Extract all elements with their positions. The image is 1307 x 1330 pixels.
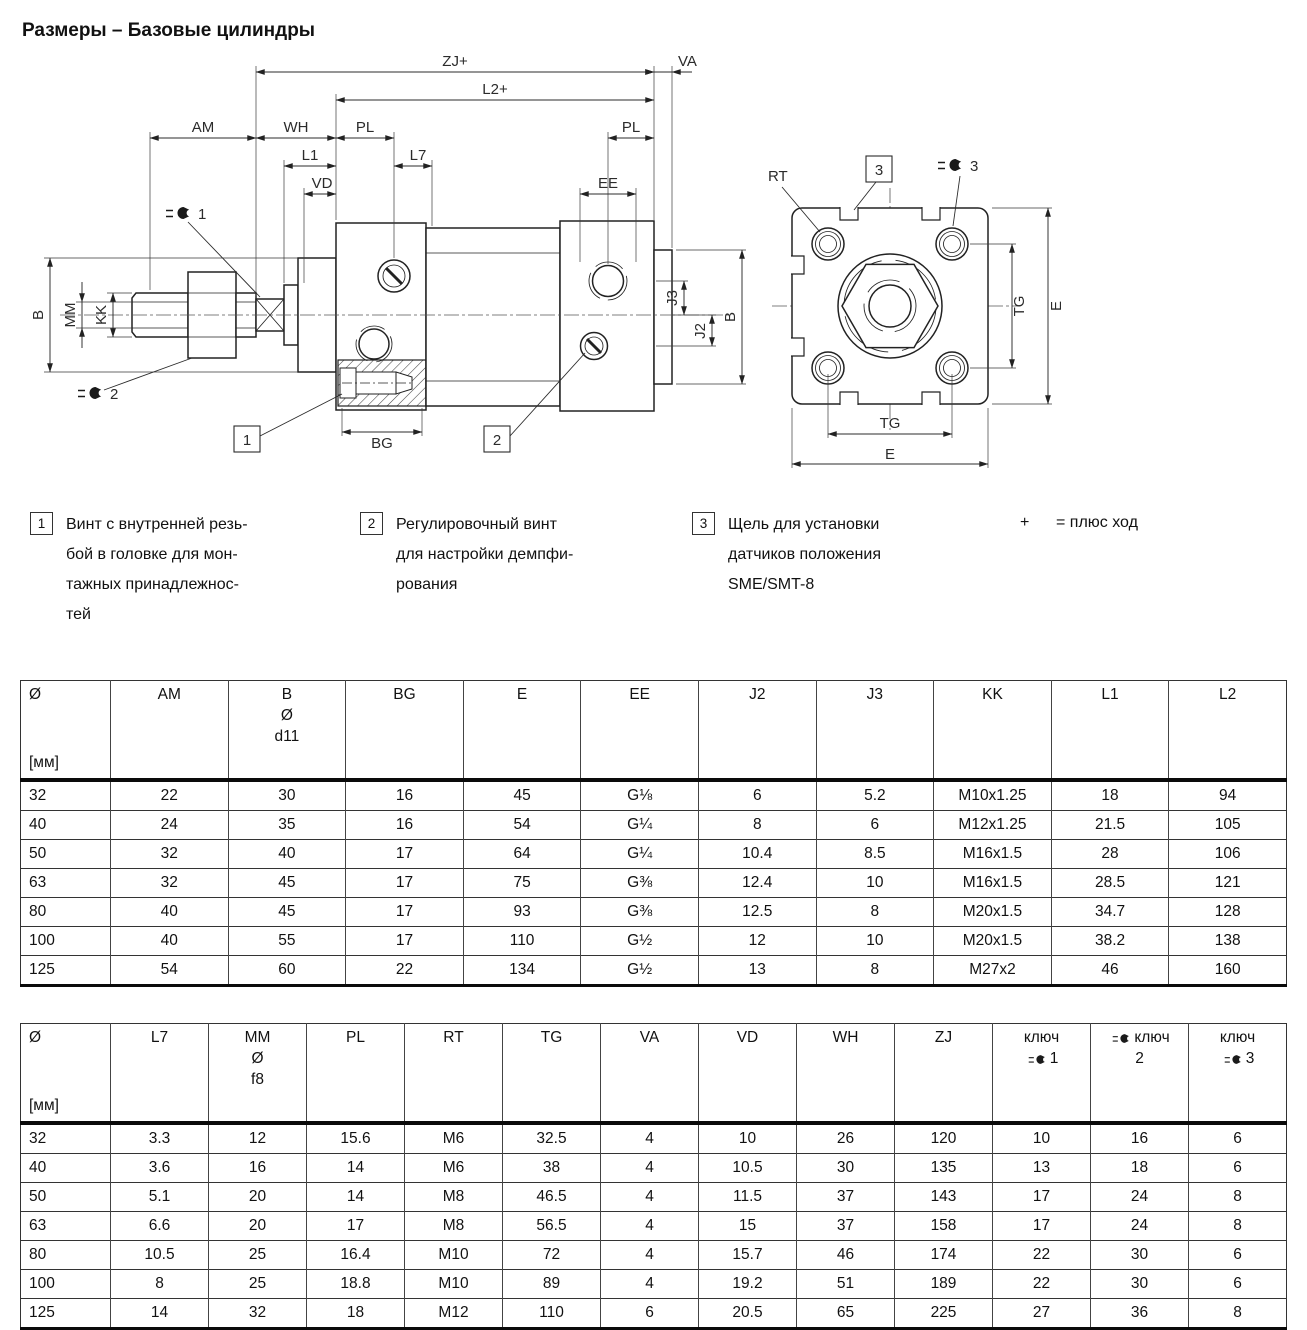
table-row bbox=[21, 1212, 1287, 1241]
table-cell: M16x1.5 bbox=[934, 840, 1052, 869]
column-header: L2 bbox=[1169, 681, 1287, 781]
table-cell: M12 bbox=[405, 1299, 503, 1329]
table-cell: 72 bbox=[503, 1241, 601, 1270]
table-cell: 12.5 bbox=[698, 898, 816, 927]
callout-number-2: 2 bbox=[492, 432, 502, 449]
table-cell: 63 bbox=[21, 1212, 111, 1241]
footnote-1 bbox=[30, 510, 248, 630]
column-header: AM bbox=[111, 681, 229, 781]
footnote-text: Винт с внутренней резь- бой в головке для мон- тажных принадлежнос- тей bbox=[66, 516, 248, 623]
table-row bbox=[21, 1183, 1287, 1212]
table-cell: 5.2 bbox=[816, 780, 934, 811]
dim-label-j3: J3 bbox=[664, 290, 681, 306]
table-cell: 10.4 bbox=[698, 840, 816, 869]
dim-label-am: AM bbox=[191, 119, 215, 136]
table-cell: 24 bbox=[111, 811, 229, 840]
footnotes-row bbox=[20, 510, 1287, 662]
dim-label-tg-right: TG bbox=[1011, 295, 1028, 317]
column-header: J3 bbox=[816, 681, 934, 781]
table-cell: 10 bbox=[816, 869, 934, 898]
column-header: J2 bbox=[698, 681, 816, 781]
table-cell: 63 bbox=[21, 869, 111, 898]
table-row bbox=[21, 1123, 1287, 1154]
footnote-marker: 3 bbox=[692, 512, 715, 535]
sensor-slot bbox=[840, 392, 858, 405]
footnote-3 bbox=[692, 510, 881, 600]
table-cell: 16.4 bbox=[307, 1241, 405, 1270]
table-row bbox=[21, 1270, 1287, 1299]
footnote-text: Регулировочный винт для настройки демпфи- рования bbox=[396, 516, 574, 593]
table-cell: 25 bbox=[209, 1270, 307, 1299]
table-cell: 14 bbox=[307, 1183, 405, 1212]
table-cell: M27x2 bbox=[934, 956, 1052, 986]
table-cell: 40 bbox=[228, 840, 346, 869]
technical-drawing bbox=[20, 50, 1287, 500]
table-cell: 100 bbox=[21, 927, 111, 956]
table-cell: G⅛ bbox=[581, 780, 699, 811]
dim-label-va: VA bbox=[678, 53, 697, 70]
rear-port-hole bbox=[593, 266, 624, 297]
table-cell: 6 bbox=[816, 811, 934, 840]
table-cell: M16x1.5 bbox=[934, 869, 1052, 898]
table-cell: 138 bbox=[1169, 927, 1287, 956]
dimensions-table-1-wrap bbox=[20, 680, 1287, 987]
table-cell: 105 bbox=[1169, 811, 1287, 840]
table-row bbox=[21, 927, 1287, 956]
table-row bbox=[21, 840, 1287, 869]
dim-label-e-right: E bbox=[1048, 300, 1065, 312]
column-header: Ø [мм] bbox=[21, 681, 111, 781]
table-cell: 38 bbox=[503, 1154, 601, 1183]
plus-note-text: = плюс ход bbox=[1056, 514, 1138, 531]
column-header: VD bbox=[699, 1024, 797, 1124]
table-cell: 80 bbox=[21, 1241, 111, 1270]
column-header: MM Ø f8 bbox=[209, 1024, 307, 1124]
column-header: VA bbox=[601, 1024, 699, 1124]
table-cell: 22 bbox=[993, 1270, 1091, 1299]
table-cell: 22 bbox=[993, 1241, 1091, 1270]
table-cell: 18.8 bbox=[307, 1270, 405, 1299]
column-header: B Ø d11 bbox=[228, 681, 346, 781]
table-cell: 106 bbox=[1169, 840, 1287, 869]
table-cell: 4 bbox=[601, 1123, 699, 1154]
table-cell: 22 bbox=[111, 780, 229, 811]
table-cell: G⅜ bbox=[581, 869, 699, 898]
table-cell: 110 bbox=[463, 927, 581, 956]
column-header: TG bbox=[503, 1024, 601, 1124]
wrench-callout-1: 1 bbox=[198, 206, 207, 223]
table-row bbox=[21, 1299, 1287, 1329]
table-cell: 65 bbox=[797, 1299, 895, 1329]
sensor-slot bbox=[922, 392, 940, 405]
table-cell: 134 bbox=[463, 956, 581, 986]
table-cell: 37 bbox=[797, 1183, 895, 1212]
column-header: KK bbox=[934, 681, 1052, 781]
table-cell: 32 bbox=[209, 1299, 307, 1329]
table-cell: 17 bbox=[346, 869, 464, 898]
table-cell: 18 bbox=[1051, 780, 1169, 811]
footnote-marker: 1 bbox=[30, 512, 53, 535]
table-cell: 125 bbox=[21, 1299, 111, 1329]
table-cell: 158 bbox=[895, 1212, 993, 1241]
table-cell: 89 bbox=[503, 1270, 601, 1299]
table-cell: 75 bbox=[463, 869, 581, 898]
table-cell: 24 bbox=[1091, 1183, 1189, 1212]
table-cell: 8 bbox=[1189, 1299, 1287, 1329]
table-cell: M8 bbox=[405, 1183, 503, 1212]
table-cell: 121 bbox=[1169, 869, 1287, 898]
footnote-text: Щель для установки датчиков положения SME/SMT-8 bbox=[728, 516, 881, 593]
table-cell: 17 bbox=[307, 1212, 405, 1241]
column-header: RT bbox=[405, 1024, 503, 1124]
table-cell: 40 bbox=[21, 1154, 111, 1183]
table-cell: G¼ bbox=[581, 840, 699, 869]
sensor-slot bbox=[922, 207, 940, 220]
table-cell: 30 bbox=[797, 1154, 895, 1183]
table-row bbox=[21, 898, 1287, 927]
column-header: EE bbox=[581, 681, 699, 781]
wrench-icon bbox=[1112, 1033, 1131, 1044]
table-cell: 16 bbox=[209, 1154, 307, 1183]
table-cell: 45 bbox=[228, 869, 346, 898]
sensor-slot bbox=[791, 256, 804, 274]
table-cell: 143 bbox=[895, 1183, 993, 1212]
column-header: E bbox=[463, 681, 581, 781]
table-cell: 10.5 bbox=[111, 1241, 209, 1270]
table-cell: 45 bbox=[228, 898, 346, 927]
table-cell: 80 bbox=[21, 898, 111, 927]
column-header: ключ 1 bbox=[993, 1024, 1091, 1124]
table-cell: 12 bbox=[698, 927, 816, 956]
table-cell: 4 bbox=[601, 1241, 699, 1270]
table-row bbox=[21, 956, 1287, 986]
table-cell: 189 bbox=[895, 1270, 993, 1299]
table-cell: 225 bbox=[895, 1299, 993, 1329]
table-cell: 18 bbox=[1091, 1154, 1189, 1183]
piston-rod bbox=[869, 285, 911, 327]
table-cell: 12.4 bbox=[698, 869, 816, 898]
table-cell: 100 bbox=[21, 1270, 111, 1299]
table-cell: 26 bbox=[797, 1123, 895, 1154]
callout-number-3: 3 bbox=[874, 162, 884, 179]
table-cell: 60 bbox=[228, 956, 346, 986]
column-header: PL bbox=[307, 1024, 405, 1124]
table-cell: 15.6 bbox=[307, 1123, 405, 1154]
wrench-icon bbox=[166, 207, 189, 219]
table-cell: 21.5 bbox=[1051, 811, 1169, 840]
dim-label-b-left: B bbox=[30, 309, 47, 321]
front-port-hole bbox=[359, 329, 389, 359]
table-cell: 15.7 bbox=[699, 1241, 797, 1270]
table-cell: 13 bbox=[993, 1154, 1091, 1183]
table-cell: 10 bbox=[699, 1123, 797, 1154]
table-cell: 46.5 bbox=[503, 1183, 601, 1212]
table-cell: 6 bbox=[601, 1299, 699, 1329]
dim-label-bg: BG bbox=[371, 435, 393, 452]
table-cell: 25 bbox=[209, 1241, 307, 1270]
table-cell: 10.5 bbox=[699, 1154, 797, 1183]
table-cell: 135 bbox=[895, 1154, 993, 1183]
table-cell: 3.6 bbox=[111, 1154, 209, 1183]
table-cell: 22 bbox=[346, 956, 464, 986]
mounting-thread-section bbox=[338, 360, 426, 406]
table-cell: 8.5 bbox=[816, 840, 934, 869]
table-cell: 6 bbox=[1189, 1154, 1287, 1183]
table-cell: 174 bbox=[895, 1241, 993, 1270]
table-cell: 8 bbox=[111, 1270, 209, 1299]
footnote-2 bbox=[360, 510, 573, 600]
table-cell: 6.6 bbox=[111, 1212, 209, 1241]
column-header: L1 bbox=[1051, 681, 1169, 781]
table-cell: 10 bbox=[816, 927, 934, 956]
table-cell: 5.1 bbox=[111, 1183, 209, 1212]
table-cell: M6 bbox=[405, 1154, 503, 1183]
table-cell: 17 bbox=[346, 927, 464, 956]
table-cell: 6 bbox=[1189, 1241, 1287, 1270]
table-cell: 50 bbox=[21, 840, 111, 869]
table-cell: 18 bbox=[307, 1299, 405, 1329]
table-cell: 24 bbox=[1091, 1212, 1189, 1241]
header-row bbox=[21, 1024, 1287, 1124]
table-cell: 120 bbox=[895, 1123, 993, 1154]
table-cell: 28.5 bbox=[1051, 869, 1169, 898]
table-cell: 4 bbox=[601, 1183, 699, 1212]
table-row bbox=[21, 780, 1287, 811]
table-cell: G½ bbox=[581, 956, 699, 986]
dim-label-wh: WH bbox=[283, 119, 309, 136]
table-row bbox=[21, 1154, 1287, 1183]
table-cell: 11.5 bbox=[699, 1183, 797, 1212]
column-header: Ø [мм] bbox=[21, 1024, 111, 1124]
table-cell: 38.2 bbox=[1051, 927, 1169, 956]
dimensions-table-2-wrap bbox=[20, 1023, 1287, 1330]
table-cell: 20.5 bbox=[699, 1299, 797, 1329]
table-cell: 4 bbox=[601, 1212, 699, 1241]
table-cell: 16 bbox=[346, 780, 464, 811]
table-cell: 30 bbox=[228, 780, 346, 811]
table-cell: 15 bbox=[699, 1212, 797, 1241]
dim-label-l1: L1 bbox=[301, 147, 319, 164]
table-cell: 6 bbox=[698, 780, 816, 811]
table-cell: 32 bbox=[21, 780, 111, 811]
column-header: L7 bbox=[111, 1024, 209, 1124]
table-cell: 64 bbox=[463, 840, 581, 869]
table-cell: 8 bbox=[816, 956, 934, 986]
wrench-callout-3: 3 bbox=[970, 158, 979, 175]
table-cell: 8 bbox=[816, 898, 934, 927]
table-cell: 4 bbox=[601, 1154, 699, 1183]
table-cell: 16 bbox=[346, 811, 464, 840]
table-cell: 30 bbox=[1091, 1270, 1189, 1299]
column-header: ключ 2 bbox=[1091, 1024, 1189, 1124]
table-cell: M10 bbox=[405, 1270, 503, 1299]
table-row bbox=[21, 1241, 1287, 1270]
table-cell: 35 bbox=[228, 811, 346, 840]
table-cell: 20 bbox=[209, 1212, 307, 1241]
table-cell: 125 bbox=[21, 956, 111, 986]
table-cell: 30 bbox=[1091, 1241, 1189, 1270]
dim-label-l2: L2+ bbox=[482, 81, 508, 98]
dim-label-e-bottom: E bbox=[884, 446, 896, 463]
table-cell: 46 bbox=[1051, 956, 1169, 986]
table-cell: 94 bbox=[1169, 780, 1287, 811]
table-cell: 32 bbox=[21, 1123, 111, 1154]
table-cell: 17 bbox=[346, 898, 464, 927]
column-header: BG bbox=[346, 681, 464, 781]
table-cell: 36 bbox=[1091, 1299, 1189, 1329]
cylinder-side-view bbox=[30, 53, 746, 452]
table-cell: 13 bbox=[698, 956, 816, 986]
table-cell: 54 bbox=[111, 956, 229, 986]
table-cell: M8 bbox=[405, 1212, 503, 1241]
table-row bbox=[21, 811, 1287, 840]
wrench-icon bbox=[1028, 1054, 1047, 1065]
table-cell: 50 bbox=[21, 1183, 111, 1212]
table-cell: M10 bbox=[405, 1241, 503, 1270]
table-cell: 4 bbox=[601, 1270, 699, 1299]
sensor-slot bbox=[791, 338, 804, 356]
table-cell: M20x1.5 bbox=[934, 898, 1052, 927]
table-cell: 3.3 bbox=[111, 1123, 209, 1154]
dimensions-table-2 bbox=[20, 1023, 1287, 1330]
table-cell: M20x1.5 bbox=[934, 927, 1052, 956]
wrench-icon bbox=[938, 159, 961, 171]
table-cell: 20 bbox=[209, 1183, 307, 1212]
table-cell: 17 bbox=[993, 1212, 1091, 1241]
table-cell: 12 bbox=[209, 1123, 307, 1154]
dim-label-b-right: B bbox=[722, 311, 739, 323]
table-cell: 110 bbox=[503, 1299, 601, 1329]
table-cell: 16 bbox=[1091, 1123, 1189, 1154]
table-cell: 45 bbox=[463, 780, 581, 811]
table-cell: 14 bbox=[111, 1299, 209, 1329]
table-cell: 46 bbox=[797, 1241, 895, 1270]
plus-stroke-note bbox=[1020, 510, 1138, 536]
table-cell: 32 bbox=[111, 869, 229, 898]
table-cell: 6 bbox=[1189, 1270, 1287, 1299]
dim-label-tg-bottom: TG bbox=[879, 415, 901, 432]
plus-symbol: + bbox=[1020, 514, 1030, 531]
table-cell: 51 bbox=[797, 1270, 895, 1299]
table-row bbox=[21, 869, 1287, 898]
table-cell: 56.5 bbox=[503, 1212, 601, 1241]
dim-label-kk: KK bbox=[93, 304, 110, 326]
table-cell: 93 bbox=[463, 898, 581, 927]
table-cell: 14 bbox=[307, 1154, 405, 1183]
table-cell: 40 bbox=[111, 898, 229, 927]
wrench-callout-2: 2 bbox=[110, 386, 119, 403]
table-cell: 54 bbox=[463, 811, 581, 840]
table-cell: 40 bbox=[21, 811, 111, 840]
column-header: ключ 3 bbox=[1189, 1024, 1287, 1124]
table-cell: G½ bbox=[581, 927, 699, 956]
table-cell: G¼ bbox=[581, 811, 699, 840]
table-cell: 32.5 bbox=[503, 1123, 601, 1154]
column-header: WH bbox=[797, 1024, 895, 1124]
dim-label-j2: J2 bbox=[692, 323, 709, 339]
table-cell: 37 bbox=[797, 1212, 895, 1241]
table-cell: 19.2 bbox=[699, 1270, 797, 1299]
table-cell: 28 bbox=[1051, 840, 1169, 869]
table-cell: 17 bbox=[346, 840, 464, 869]
table-cell: M12x1.25 bbox=[934, 811, 1052, 840]
column-header: ZJ bbox=[895, 1024, 993, 1124]
table-cell: 27 bbox=[993, 1299, 1091, 1329]
table-cell: 32 bbox=[111, 840, 229, 869]
table-cell: G⅜ bbox=[581, 898, 699, 927]
table-cell: 17 bbox=[993, 1183, 1091, 1212]
dim-label-pl-right: PL bbox=[621, 119, 641, 136]
page-title: Размеры – Базовые цилиндры bbox=[22, 20, 316, 41]
dim-label-pl-left: PL bbox=[355, 119, 375, 136]
dim-label-l7: L7 bbox=[409, 147, 427, 164]
dim-label-vd: VD bbox=[311, 175, 333, 192]
cylinder-end-view bbox=[768, 156, 1065, 468]
table-cell: 6 bbox=[1189, 1123, 1287, 1154]
table-cell: M6 bbox=[405, 1123, 503, 1154]
table-cell: 128 bbox=[1169, 898, 1287, 927]
table-cell: 8 bbox=[698, 811, 816, 840]
footnote-marker: 2 bbox=[360, 512, 383, 535]
table-cell: 8 bbox=[1189, 1183, 1287, 1212]
dim-label-ee: EE bbox=[597, 175, 619, 192]
wrench-icon bbox=[1224, 1054, 1243, 1065]
table-cell: 8 bbox=[1189, 1212, 1287, 1241]
table-cell: 34.7 bbox=[1051, 898, 1169, 927]
wrench-icon bbox=[78, 387, 101, 399]
table-cell: 160 bbox=[1169, 956, 1287, 986]
callout-number-1: 1 bbox=[242, 432, 252, 449]
dim-label-mm: MM bbox=[62, 302, 79, 328]
header-row bbox=[21, 681, 1287, 781]
table-cell: 10 bbox=[993, 1123, 1091, 1154]
table-cell: 55 bbox=[228, 927, 346, 956]
dim-label-zj: ZJ+ bbox=[442, 53, 468, 70]
dimensions-table-1 bbox=[20, 680, 1287, 987]
table-cell: M10x1.25 bbox=[934, 780, 1052, 811]
label-rt: RT bbox=[768, 168, 788, 185]
table-cell: 40 bbox=[111, 927, 229, 956]
